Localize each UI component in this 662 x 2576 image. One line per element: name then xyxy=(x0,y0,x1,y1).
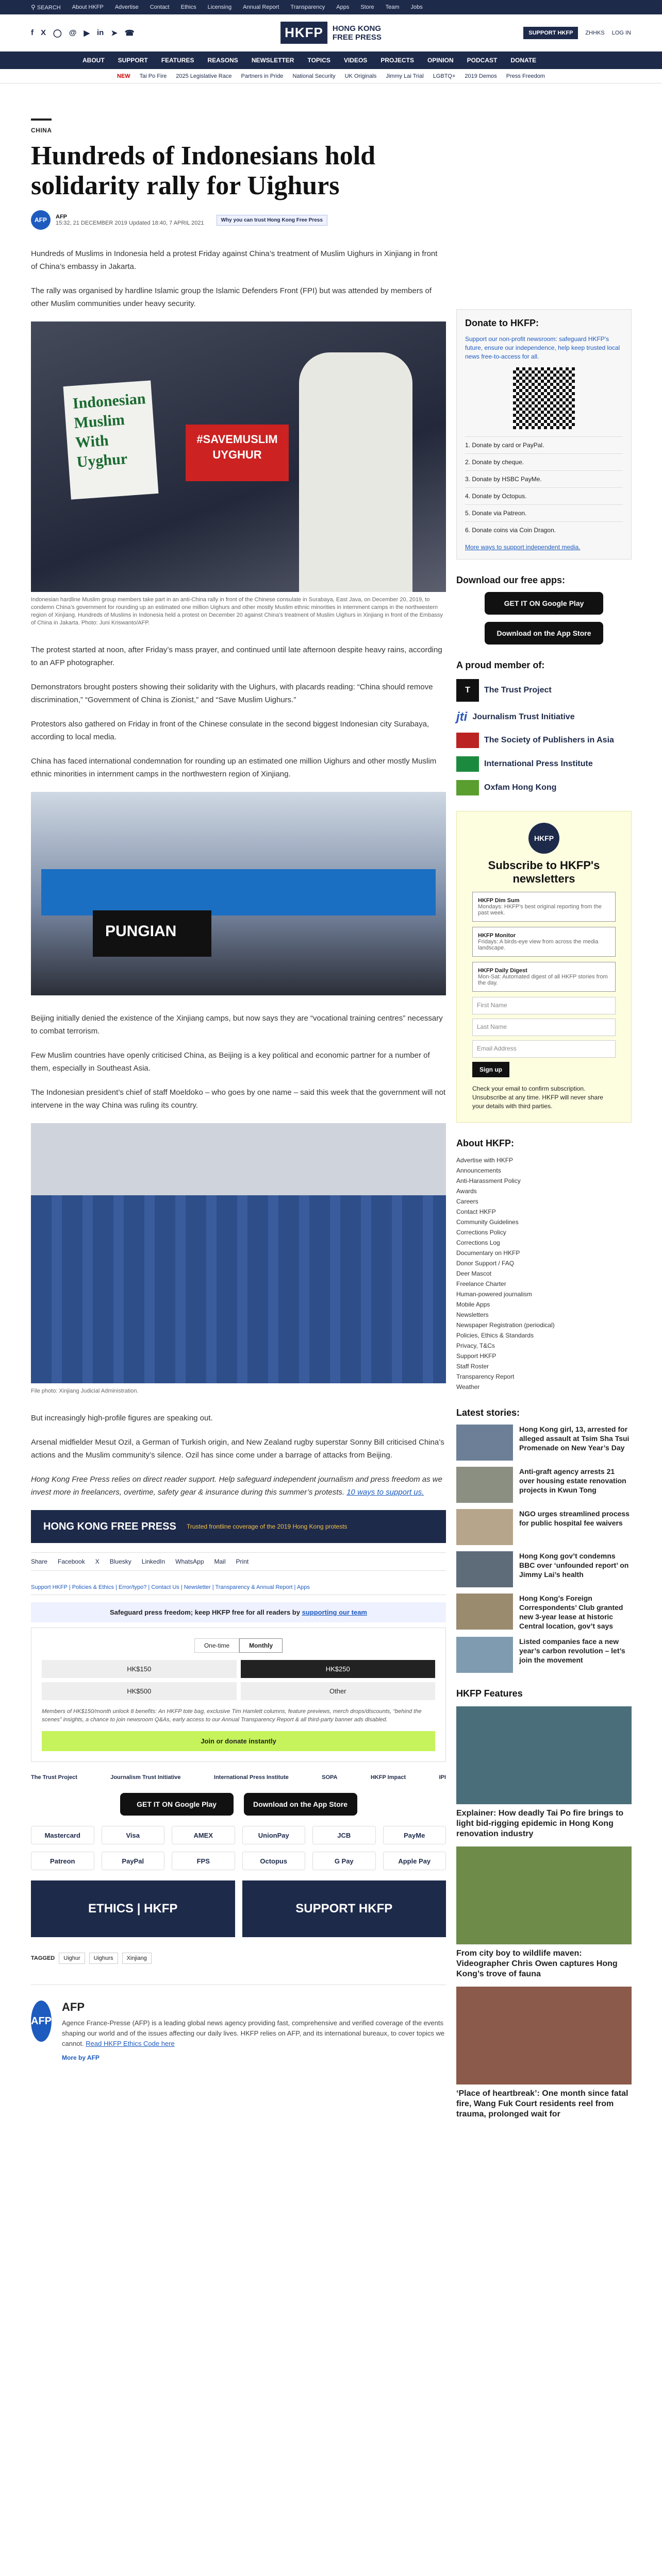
author-avatar[interactable]: AFP xyxy=(31,210,51,230)
nav-item[interactable]: REASONS xyxy=(207,57,238,64)
newsletter-note: Check your email to confirm subscription. Unsubscribe at any time. HKFP will never share your details with third parties. xyxy=(472,1085,603,1110)
partner-logo[interactable]: Journalism Trust Initiative xyxy=(110,1774,181,1781)
story-thumbnail xyxy=(456,1509,513,1545)
about-link[interactable]: Human-powered journalism xyxy=(456,1291,532,1298)
promo-banner[interactable]: HONG KONG FREE PRESS Trusted frontline coverage of the 2019 Hong Kong protests xyxy=(31,1510,446,1543)
qr-code xyxy=(513,367,575,429)
oxfam-icon xyxy=(456,780,479,795)
article xyxy=(31,118,446,2061)
member-logo[interactable]: The Society of Publishers in Asia xyxy=(456,733,632,748)
payment-logo: Mastercard xyxy=(31,1826,94,1844)
share-mail[interactable]: Mail xyxy=(214,1558,226,1565)
trending-item[interactable]: UK Originals xyxy=(344,73,377,79)
building xyxy=(31,1123,446,1195)
share-whatsapp[interactable]: WhatsApp xyxy=(175,1558,204,1565)
login-link[interactable]: LOG IN xyxy=(611,30,631,36)
social-links xyxy=(31,28,135,38)
ipi-icon xyxy=(456,756,479,772)
latest-story[interactable]: Listed companies face a new year’s carbon revolution – let’s join the movement xyxy=(456,1637,632,1673)
feature-story[interactable]: ‘Place of heartbreak’: One month since fatal fire, Wang Fuk Court residents reel from trauma, prolonged wait for xyxy=(456,1987,632,2120)
nav-item[interactable]: VIDEOS xyxy=(343,57,368,64)
support-button[interactable]: SUPPORT HKFP xyxy=(523,27,578,39)
support-video[interactable]: SUPPORT HKFP xyxy=(242,1880,446,1937)
nav-item[interactable]: NEWSLETTER xyxy=(251,57,294,64)
tag[interactable]: Uighurs xyxy=(89,1953,118,1964)
paragraph: Few Muslim countries have openly criticised China, as Beijing is a key political and economic partner for a number of them, especially in Southeast Asia. xyxy=(31,1051,430,1073)
paragraph: The Indonesian president’s chief of staff Moeldoko – who goes by one name – said this week that the government will not intervene in the way China was ruling its country. xyxy=(31,1088,446,1110)
author-avatar[interactable]: AFP xyxy=(31,2001,52,2042)
photo-caption: Indonesian hardline Muslim group members take part in an anti-China rally in front of the Chinese consulate in Surabaya, East Java, on December 20, 2019, to condemn China’s government for rounding up an estimated one million Uighurs and other mostly Muslim ethnic minorities in internment camps in the northwestern region of Xinjiang. Hundreds of Muslims in Indonesia held a protest on December 20 against China’s treatment of Muslim Uighurs in Xinjiang in front of the Embassy of China in Jakarta. Photo: Juni Kriswanto/AFP. xyxy=(31,597,443,626)
newsletter-title: Subscribe to HKFP's newsletters xyxy=(488,859,600,885)
share-label: Share xyxy=(31,1558,48,1565)
amount-option[interactable]: HK$250 xyxy=(241,1660,436,1678)
top-link[interactable]: Transparency xyxy=(290,4,325,10)
paragraph: China has faced international condemnation for rounding up an estimated one million Uighurs and other mostly Muslim ethnic minorities in internment camps in the northwestern region of Xinjiang. xyxy=(31,757,437,778)
trending-item[interactable]: LGBTQ+ xyxy=(433,73,456,79)
google-play-badge[interactable]: GET IT ON Google Play xyxy=(485,592,603,615)
banner-flag xyxy=(41,869,436,916)
apps-title: Download our free apps: xyxy=(456,575,566,585)
about-link[interactable]: Contact HKFP xyxy=(456,1208,496,1215)
nav-item[interactable]: PODCAST xyxy=(467,57,498,64)
article-photo xyxy=(31,792,446,995)
author-bio: Agence France-Presse (AFP) is a leading global news agency providing fast, comprehensive and verified coverage of the events shaping our world and of the issues affecting our daily lives. HKFP relies on AFP, and its international bureaux, to cover topics we cannot. Read HKFP Ethics Code here xyxy=(62,2019,445,2047)
nav-item[interactable]: PROJECTS xyxy=(380,57,414,64)
trust-button[interactable]: Why you can trust Hong Kong Free Press xyxy=(217,215,327,226)
donation-headline: Safeguard press freedom; keep HKFP free for all readers by supporting our team xyxy=(31,1602,446,1622)
paragraph: The protest started at noon, after Friday’s mass prayer, and continued until late afternoon despite heavy rains, according to an AFP photographer. xyxy=(31,646,442,667)
author-name[interactable]: AFP xyxy=(56,214,67,220)
category-rule xyxy=(31,118,52,121)
x-icon[interactable]: X xyxy=(41,28,46,37)
author-box-name[interactable]: AFP xyxy=(62,2001,85,2013)
article-title: Hundreds of Indonesians hold solidarity rally for Uighurs xyxy=(31,141,376,200)
nav-item[interactable]: OPINION xyxy=(427,57,454,64)
top-link[interactable]: Contact xyxy=(150,4,170,10)
payment-logo: Octopus xyxy=(242,1852,306,1870)
about-link[interactable]: Newsletters xyxy=(456,1311,489,1318)
about-link[interactable]: Awards xyxy=(456,1188,477,1195)
protester xyxy=(299,352,412,592)
story-thumbnail xyxy=(456,1637,513,1673)
payment-logo: Visa xyxy=(102,1826,165,1844)
about-link[interactable]: Freelance Charter xyxy=(456,1280,506,1287)
top-link[interactable]: Ethics xyxy=(180,4,196,10)
newsletter-option[interactable]: HKFP Daily Digest Mon-Sat: Automated digest of all HKFP stories from the day. xyxy=(472,962,616,992)
story-thumbnail xyxy=(456,1846,632,1944)
trust-project-icon: T xyxy=(456,679,479,702)
nav-item[interactable]: ABOUT xyxy=(82,57,105,64)
trending-item[interactable]: Partners in Pride xyxy=(241,73,284,79)
last-name-input[interactable]: Last Name xyxy=(472,1019,616,1036)
placard: PUNGIAN xyxy=(93,910,211,957)
partner-logo[interactable]: IPI xyxy=(439,1774,446,1781)
payment-logo: Apple Pay xyxy=(383,1852,446,1870)
tag[interactable]: Xinjiang xyxy=(122,1953,152,1964)
payment-logo: AMEX xyxy=(172,1826,235,1844)
site-logo[interactable]: HKFP HONG KONG FREE PRESS xyxy=(280,22,382,44)
newsletter-option[interactable]: HKFP Monitor Fridays: A birds-eye view from across the media landscape. xyxy=(472,927,616,957)
top-utility-bar xyxy=(0,0,662,14)
email-input[interactable]: Email Address xyxy=(472,1040,616,1058)
support-link[interactable]: 10 ways to support us. xyxy=(346,1488,424,1497)
google-play-badge[interactable]: GET IT ON Google Play xyxy=(120,1793,234,1816)
partner-logo[interactable]: International Press Institute xyxy=(213,1774,289,1781)
about-link[interactable]: Deer Mascot xyxy=(456,1270,492,1277)
newsletter-box xyxy=(456,811,632,1123)
payment-logo: Patreon xyxy=(31,1852,94,1870)
about-link[interactable]: Weather xyxy=(456,1383,480,1391)
donation-tabs xyxy=(42,1638,435,1653)
about-list xyxy=(456,1155,632,1392)
donate-option[interactable]: 1. Donate by card or PayPal. xyxy=(465,436,623,453)
partner-logos xyxy=(31,1774,446,1781)
placard: Indonesian Muslim With Uyghur xyxy=(63,380,159,499)
top-link[interactable]: Jobs xyxy=(410,4,423,10)
member-logo[interactable]: International Press Institute xyxy=(456,756,632,772)
nav-item[interactable]: SUPPORT xyxy=(118,57,148,64)
payment-logos xyxy=(31,1826,446,1870)
linkedin-icon[interactable]: in xyxy=(97,28,104,37)
header-tools xyxy=(523,27,631,39)
payment-logo: PayPal xyxy=(102,1852,165,1870)
tab-monthly[interactable]: Monthly xyxy=(239,1638,283,1653)
latest-story[interactable]: Anti-graft agency arrests 21 over housing estate renovation projects in Kwun Tong xyxy=(456,1467,632,1503)
member-logo[interactable]: jti Journalism Trust Initiative xyxy=(456,710,575,724)
feature-story[interactable]: Explainer: How deadly Tai Po fire brings to light bid-rigging epidemic in Hong Kong renovation industry xyxy=(456,1706,632,1839)
trending-item[interactable]: Press Freedom xyxy=(506,73,545,79)
top-link[interactable]: Annual Report xyxy=(243,4,279,10)
search-link[interactable]: ⚲ SEARCH xyxy=(31,4,61,11)
sidebar-app-badges xyxy=(456,592,632,645)
language-toggle[interactable]: ZHHKS xyxy=(585,30,605,36)
paragraph: The rally was organised by hardline Islamic group the Islamic Defenders Front (FPI) but was attended by members of other Muslim communities under heavy security. xyxy=(31,286,432,308)
top-link[interactable]: Team xyxy=(385,4,400,10)
signup-button[interactable]: Sign up xyxy=(472,1062,509,1077)
paragraph: Beijing initially denied the existence of the Xinjiang camps, but now says they are “vocational training centres” necessary to combat terrorism. xyxy=(31,1014,443,1036)
donate-option[interactable]: 6. Donate coins via Coin Dragon. xyxy=(465,521,623,538)
latest-story[interactable]: Hong Kong’s Foreign Correspondents’ Club granted new 3-year lease at historic Central location, gov’t says xyxy=(456,1594,632,1631)
app-badges xyxy=(31,1793,446,1816)
top-link[interactable]: About HKFP xyxy=(72,4,104,10)
sopa-icon xyxy=(456,733,479,748)
about-link[interactable]: Policies, Ethics & Standards xyxy=(456,1332,534,1339)
share-facebook[interactable]: Facebook xyxy=(58,1558,85,1565)
about-link[interactable]: Community Guidelines xyxy=(456,1218,519,1226)
about-link[interactable]: Announcements xyxy=(456,1167,501,1174)
donation-amounts xyxy=(42,1660,435,1700)
story-thumbnail xyxy=(456,1987,632,2084)
share-bluesky[interactable]: Bluesky xyxy=(109,1558,131,1565)
story-thumbnail xyxy=(456,1467,513,1503)
paragraph: Arsenal midfielder Mesut Ozil, a German of Turkish origin, and New Zealand rugby superstar Sonny Bill criticised China’s actions and the Muslim community’s silence. Ozil has since come under a barrage of attacks from Beijing. xyxy=(31,1438,444,1460)
trending-item[interactable]: 2019 Demos xyxy=(465,73,497,79)
donate-intro[interactable]: Support our non-profit newsroom: safeguard HKFP's future, ensure our independence, help keep trusted local news free-to-access for all. xyxy=(465,335,620,360)
about-link[interactable]: Mobile Apps xyxy=(456,1301,490,1308)
whatsapp-icon[interactable]: ☎ xyxy=(124,28,135,38)
member-logo[interactable]: Oxfam Hong Kong xyxy=(456,780,632,795)
payment-logo: PayMe xyxy=(383,1826,446,1844)
share-bar xyxy=(31,1552,446,1571)
nav-item[interactable]: TOPICS xyxy=(307,57,330,64)
member-title: A proud member of: xyxy=(456,660,545,670)
payment-logo: UnionPay xyxy=(242,1826,306,1844)
story-thumbnail xyxy=(456,1594,513,1630)
latest-story[interactable]: Hong Kong gov’t condemns BBC over ‘unfounded report’ on Jimmy Lai’s health xyxy=(456,1551,632,1587)
donate-more-link[interactable]: More ways to support independent media. xyxy=(465,544,581,551)
trending-item[interactable]: National Security xyxy=(292,73,336,79)
paragraph: Demonstrators brought posters showing their solidarity with the Uighurs, with placards reading: “China should remove discrimination,” “Government of China is Zionist,” and “Save Muslim Uighurs.” xyxy=(31,683,433,704)
trending-label: NEW xyxy=(117,73,130,79)
tag-list xyxy=(31,1953,446,1964)
trending-item[interactable]: Tai Po Fire xyxy=(139,73,167,79)
about-title: About HKFP: xyxy=(456,1138,514,1148)
telegram-icon[interactable]: ➤ xyxy=(111,28,118,38)
logo-mark: HKFP xyxy=(280,22,327,44)
payment-logo: FPS xyxy=(172,1852,235,1870)
publish-date: 15:32, 21 DECEMBER 2019 Updated 18:40, 7 APRIL 2021 xyxy=(56,220,204,226)
amount-option[interactable]: Other xyxy=(241,1682,436,1700)
share-linkedin[interactable]: LinkedIn xyxy=(141,1558,166,1565)
paragraph: But increasingly high-profile figures are speaking out. xyxy=(31,1414,213,1422)
payment-logo: JCB xyxy=(312,1826,376,1844)
partner-logo[interactable]: SOPA xyxy=(322,1774,338,1781)
article-photo xyxy=(31,1123,446,1383)
nav-item[interactable]: FEATURES xyxy=(161,57,194,64)
main-nav xyxy=(0,52,662,69)
about-link[interactable]: Corrections Policy xyxy=(456,1229,506,1236)
support-note: Hong Kong Free Press relies on direct reader support. Help safeguard independent journalism and press freedom as we invest more in freelancers, overtime, safety gear & insurance during this summer’s protests. 10 ways to support us. xyxy=(31,1475,442,1497)
sidebar xyxy=(456,309,632,2127)
top-link[interactable]: Apps xyxy=(336,4,350,10)
trending-item[interactable]: 2025 Legislative Race xyxy=(176,73,232,79)
amount-option[interactable]: HK$150 xyxy=(42,1660,237,1678)
top-link[interactable]: Store xyxy=(360,4,374,10)
about-link[interactable]: Staff Roster xyxy=(456,1363,489,1370)
about-link[interactable]: Support HKFP xyxy=(456,1352,496,1360)
threads-icon[interactable]: @ xyxy=(69,28,77,37)
video-promos xyxy=(31,1880,446,1937)
app-store-badge[interactable]: Download on the App Store xyxy=(244,1793,357,1816)
tab-one-time[interactable]: One-time xyxy=(194,1638,239,1653)
first-name-input[interactable]: First Name xyxy=(472,997,616,1014)
about-link[interactable]: Transparency Report xyxy=(456,1373,515,1380)
byline xyxy=(31,210,446,230)
share-print[interactable]: Print xyxy=(236,1558,249,1565)
about-link[interactable]: Careers xyxy=(456,1198,478,1205)
partner-logo[interactable]: The Trust Project xyxy=(31,1774,77,1781)
partner-logo[interactable]: HKFP Impact xyxy=(370,1774,406,1781)
story-thumbnail xyxy=(456,1551,513,1587)
donation-note: Members of HK$150/month unlock 8 benefits: An HKFP tote bag, exclusive Tim Hamlett columns, feature previews, merch drops/discounts, “behind the scenes” insights, a chance to join newsroom Q&As, early access to our Annual Transparency Report & all third-party banner ads disabled. xyxy=(42,1708,422,1723)
member-logo[interactable]: T The Trust Project xyxy=(456,679,632,702)
share-x[interactable]: X xyxy=(95,1558,100,1565)
donation-widget xyxy=(31,1628,446,1762)
trending-bar xyxy=(0,69,662,83)
story-thumbnail xyxy=(456,1706,632,1804)
newsletter-option[interactable]: HKFP Dim Sum Mondays: HKFP's best original reporting from the past week. xyxy=(472,892,616,922)
about-link[interactable]: Donor Support / FAQ xyxy=(456,1260,515,1267)
youtube-icon[interactable]: ▶ xyxy=(84,28,90,38)
feature-story[interactable]: From city boy to wildlife maven: Videographer Chris Owen captures Hong Kong’s trove of fauna xyxy=(456,1846,632,1979)
donate-option[interactable]: 3. Donate by HSBC PayMe. xyxy=(465,470,623,487)
jti-icon: jti xyxy=(456,710,468,724)
ethics-video[interactable]: ETHICS | HKFP xyxy=(31,1880,235,1937)
paragraph: Hundreds of Muslims in Indonesia held a protest Friday against China’s treatment of Muslim Uighurs in Xinjiang in front of China’s embassy in Jakarta. xyxy=(31,249,438,271)
features-title: HKFP Features xyxy=(456,1688,523,1699)
donate-option[interactable]: 4. Donate by Octopus. xyxy=(465,487,623,504)
latest-story[interactable]: NGO urges streamlined process for public hospital fee waivers xyxy=(456,1509,632,1545)
donate-box xyxy=(456,309,632,560)
app-store-badge[interactable]: Download on the App Store xyxy=(485,622,603,645)
latest-story[interactable]: Hong Kong girl, 13, arrested for alleged assault at Tsim Sha Tsui Promenade on New Year’s Day xyxy=(456,1425,632,1461)
brand-row xyxy=(0,14,662,52)
nav-item[interactable]: DONATE xyxy=(510,57,537,64)
about-link[interactable]: Advertise with HKFP xyxy=(456,1157,514,1164)
article-category[interactable]: CHINA xyxy=(31,127,52,134)
donate-option[interactable]: 5. Donate via Patreon. xyxy=(465,504,623,521)
instagram-icon[interactable]: ◯ xyxy=(53,28,62,38)
tags-label: TAGGED xyxy=(31,1955,55,1961)
donate-option[interactable]: 2. Donate by cheque. xyxy=(465,453,623,470)
paragraph: Protestors also gathered on Friday in front of the Chinese consulate in the second biggest Indonesian city Surabaya, according to local media. xyxy=(31,720,429,741)
article-photo xyxy=(31,321,446,592)
about-link[interactable]: Corrections Log xyxy=(456,1239,500,1246)
hkfp-logo-icon: HKFP xyxy=(528,823,559,854)
about-link[interactable]: Documentary on HKFP xyxy=(456,1249,520,1257)
about-link[interactable]: Anti-Harassment Policy xyxy=(456,1177,521,1184)
amount-option[interactable]: HK$500 xyxy=(42,1682,237,1700)
payment-logo: G Pay xyxy=(312,1852,376,1870)
author-box xyxy=(31,1985,446,2061)
donate-title: Donate to HKFP: xyxy=(465,318,539,328)
tag[interactable]: Uighur xyxy=(59,1953,85,1964)
placard: #SAVEMUSLIM UYGHUR xyxy=(186,425,289,481)
more-by-author[interactable]: More by AFP xyxy=(62,2054,100,2061)
about-link[interactable]: Privacy, T&Cs xyxy=(456,1342,495,1349)
facebook-icon[interactable]: f xyxy=(31,28,34,37)
top-link[interactable]: Licensing xyxy=(207,4,232,10)
article-footer-links[interactable]: Support HKFP | Policies & Ethics | Error/typo? | Contact Us | Newsletter | Transparency & Annual Report | Apps xyxy=(31,1580,446,1595)
latest-title: Latest stories: xyxy=(456,1408,520,1418)
trending-item[interactable]: Jimmy Lai Trial xyxy=(386,73,424,79)
join-button[interactable]: Join or donate instantly xyxy=(42,1731,435,1751)
story-thumbnail xyxy=(456,1425,513,1461)
search-icon: ⚲ xyxy=(31,4,36,11)
about-link[interactable]: Newspaper Registration (periodical) xyxy=(456,1321,555,1329)
top-link[interactable]: Advertise xyxy=(114,4,139,10)
photo-caption: File photo: Xinjiang Judicial Administration. xyxy=(31,1388,139,1394)
